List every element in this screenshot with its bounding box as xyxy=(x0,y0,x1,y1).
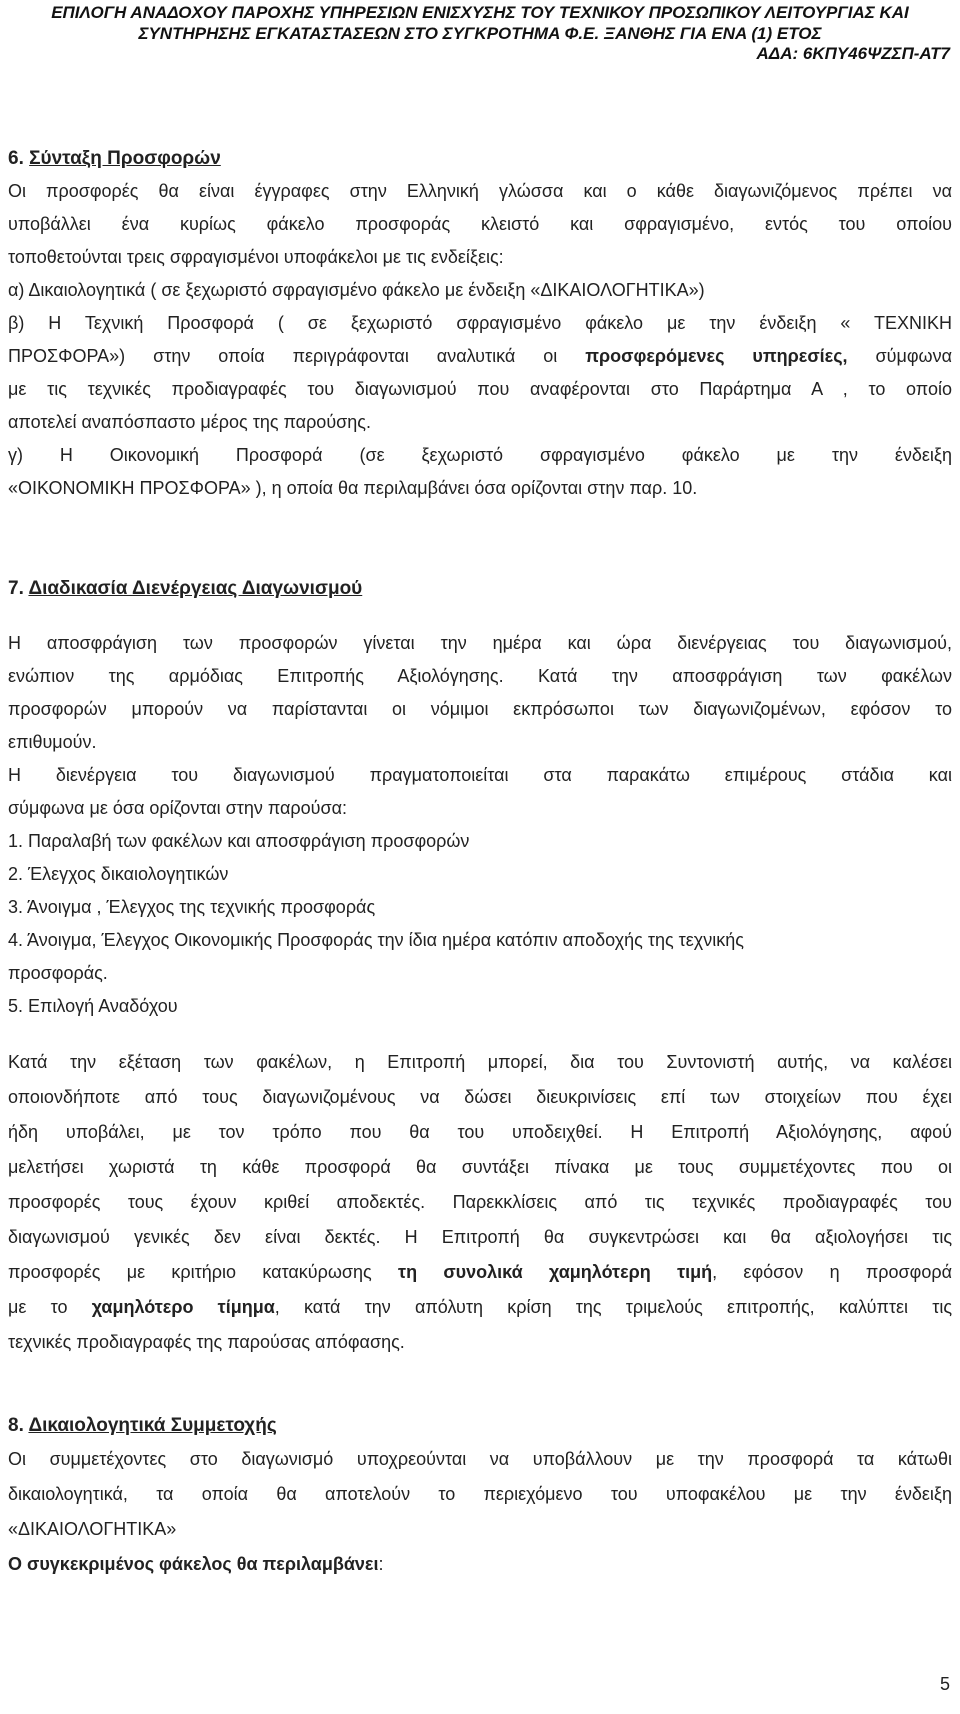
paragraph-line: «ΔΙΚΑΙΟΛΟΓΗΤΙΚΑ» xyxy=(8,1519,177,1539)
section-8 xyxy=(8,1409,952,1582)
section-6-line: α) Δικαιολογητικά ( σε ξεχωριστό σφραγισμένο φάκελο με ένδειξη «ΔΙΚΑΙΟΛΟΓΗΤΙΚΑ») xyxy=(8,280,705,300)
line-text: με το xyxy=(8,1297,68,1317)
section-6-line: με τις τεχνικές προδιαγραφές του διαγωνισμού που αναφέρονται στο Παράρτημα Α , το οποίο xyxy=(8,379,952,399)
ada-code: ΑΔΑ: 6ΚΠΥ46ΨΖΣΠ-ΑΤ7 xyxy=(756,44,950,63)
bold-text: προσφερόμενες υπηρεσίες, xyxy=(585,346,848,366)
section-6-line: Οι προσφορές θα είναι έγγραφες στην Ελληνική γλώσσα και ο κάθε διαγωνιζόμενος πρέπει να xyxy=(8,181,952,201)
page-number: 5 xyxy=(939,1674,950,1694)
paragraph-line xyxy=(8,1290,952,1325)
stage-item: 2. Έλεγχος δικαιολογητικών xyxy=(8,864,229,884)
paragraph-line: μελετήσει χωριστά τη κάθε προσφορά θα συντάξει πίνακα με τους συμμετέχοντες που οι xyxy=(8,1157,952,1177)
section-6-line: β) Η Τεχνική Προσφορά ( σε ξεχωριστό σφραγισμένο φάκελο με την ένδειξη « ΤΕΧΝΙΚΗ xyxy=(8,313,952,333)
paragraph-line: Η αποσφράγιση των προσφορών γίνεται την ημέρα και ώρα διενέργειας του διαγωνισμού, xyxy=(8,633,952,653)
paragraph-line: ήδη υποβάλει, με τον τρόπο που θα του υποδειχθεί. Η Επιτροπή Αξιολόγησης, αφού xyxy=(8,1122,952,1142)
document-header xyxy=(0,2,960,44)
line-text: προσφορές με κριτήριο κατακύρωσης xyxy=(8,1262,372,1282)
line-text: : xyxy=(378,1554,384,1574)
section-6-line: τοποθετούνται τρεις σφραγισμένοι υποφάκελοι με τις ενδείξεις: xyxy=(8,247,504,267)
section-6-title: Σύνταξη Προσφορών xyxy=(29,148,221,169)
section-6-heading xyxy=(8,142,952,175)
section-7-title: Διαδικασία Διενέργειας Διαγωνισμού xyxy=(28,578,363,599)
section-6 xyxy=(8,142,952,505)
section-6-number: 6. xyxy=(8,148,24,169)
section-7-heading xyxy=(8,572,952,605)
stage-item: 4. Άνοιγμα, Έλεγχος Οικονομικής Προσφοράς την ίδια ημέρα κατόπιν αποδοχής της τεχνικής xyxy=(8,930,744,950)
paragraph-line: Η διενέργεια του διαγωνισμού πραγματοποιείται στα παρακάτω επιμέρους στάδια και xyxy=(8,765,952,785)
section-7-body xyxy=(8,627,952,1023)
paragraph-line: οποιονδήποτε από τους διαγωνιζομένους να δώσει διευκρινίσεις επί των στοιχείων που έχει xyxy=(8,1087,952,1107)
paragraph-line: Κατά την εξέταση των φακέλων, η Επιτροπή μπορεί, δια του Συντονιστή αυτής, να καλέσει xyxy=(8,1052,952,1072)
paragraph-line: ενώπιον της αρμόδιας Επιτροπής Αξιολόγησης. Κατά την αποσφράγιση των φακέλων xyxy=(8,666,952,686)
stage-item: προσφοράς. xyxy=(8,963,108,983)
section-7 xyxy=(8,572,952,605)
paragraph-line: επιθυμούν. xyxy=(8,732,97,752)
section-7-evaluation xyxy=(8,1045,952,1360)
section-8-heading xyxy=(8,1409,952,1442)
section-8-title: Δικαιολογητικά Συμμετοχής xyxy=(28,1415,277,1436)
paragraph-line: διαγωνισμού γενικές δεν είναι δεκτές. Η Επιτροπή θα συγκεντρώσει και θα αξιολογήσει τις xyxy=(8,1227,952,1247)
paragraph-line: προσφορών μπορούν να παρίστανται οι νόμιμοι εκπρόσωποι των διαγωνιζομένων, εφόσον το xyxy=(8,699,952,719)
paragraph-line xyxy=(8,1255,952,1290)
line-text: σύμφωνα xyxy=(875,346,952,366)
bold-text: χαμηλότερο τίμημα xyxy=(91,1297,275,1317)
paragraph-line xyxy=(8,1547,952,1582)
stage-item: 3. Άνοιγμα , Έλεγχος της τεχνικής προσφοράς xyxy=(8,897,376,917)
paragraph-line: σύμφωνα με όσα ορίζονται στην παρούσα: xyxy=(8,798,348,818)
section-6-line: «ΟΙΚΟΝΟΜΙΚΗ ΠΡΟΣΦΟΡΑ» ), η οποία θα περιλαμβάνει όσα ορίζονται στην παρ. 10. xyxy=(8,478,698,498)
paragraph-line: Οι συμμετέχοντες στο διαγωνισμό υποχρεούνται να υποβάλλουν με την προσφορά τα κάτωθι xyxy=(8,1449,952,1469)
header-line-1: ΕΠΙΛΟΓΗ ΑΝΑΔΟΧΟΥ ΠΑΡΟΧΗΣ ΥΠΗΡΕΣΙΩΝ ΕΝΙΣΧΥΣΗΣ ΤΟΥ ΤΕΧΝΙΚΟΥ ΠΡΟΣΩΠΙΚΟΥ ΛΕΙΤΟΥΡΓΙΑΣ ΚΑΙ xyxy=(51,3,909,22)
section-6-line: αποτελεί αναπόσπαστο μέρος της παρούσης. xyxy=(8,412,371,432)
section-6-line: γ) Η Οικονομική Προσφορά (σε ξεχωριστό σφραγισμένο φάκελο με την ένδειξη xyxy=(8,445,952,465)
stage-item: 5. Επιλογή Αναδόχου xyxy=(8,996,178,1016)
section-7-number: 7. xyxy=(8,578,24,599)
section-6-line: υποβάλλει ένα κυρίως φάκελο προσφοράς κλειστό και σφραγισμένο, εντός του οποίου xyxy=(8,214,952,234)
paragraph-line: προσφορές τους έχουν κριθεί αποδεκτές. Παρεκκλίσεις από τις τεχνικές προδιαγραφές του xyxy=(8,1192,952,1212)
header-line-2: ΣΥΝΤΗΡΗΣΗΣ ΕΓΚΑΤΑΣΤΑΣΕΩΝ ΣΤΟ ΣΥΓΚΡΟΤΗΜΑ Φ.Ε. ΞΑΝΘΗΣ ΓΙΑ ΕΝΑ (1) ΕΤΟΣ xyxy=(138,24,822,43)
line-text: , κατά την απόλυτη κρίση της τριμελούς επιτροπής, καλύπτει τις xyxy=(274,1297,952,1317)
paragraph-line: δικαιολογητικά, τα οποία θα αποτελούν το περιεχόμενο του υποφακέλου με την ένδειξη xyxy=(8,1484,952,1504)
line-text: , εφόσον η προσφορά xyxy=(712,1262,952,1282)
line-text: ΠΡΟΣΦΟΡΑ») στην οποία περιγράφονται αναλυτικά οι xyxy=(8,346,558,366)
stage-item: 1. Παραλαβή των φακέλων και αποσφράγιση προσφορών xyxy=(8,831,470,851)
bold-text: τη συνολικά χαμηλότερη τιμή xyxy=(398,1262,713,1282)
bold-text: Ο συγκεκριμένος φάκελος θα περιλαμβάνει xyxy=(8,1554,379,1574)
section-6-line xyxy=(8,340,952,373)
section-8-number: 8. xyxy=(8,1415,24,1436)
paragraph-line: τεχνικές προδιαγραφές της παρούσας απόφασης. xyxy=(8,1332,405,1352)
